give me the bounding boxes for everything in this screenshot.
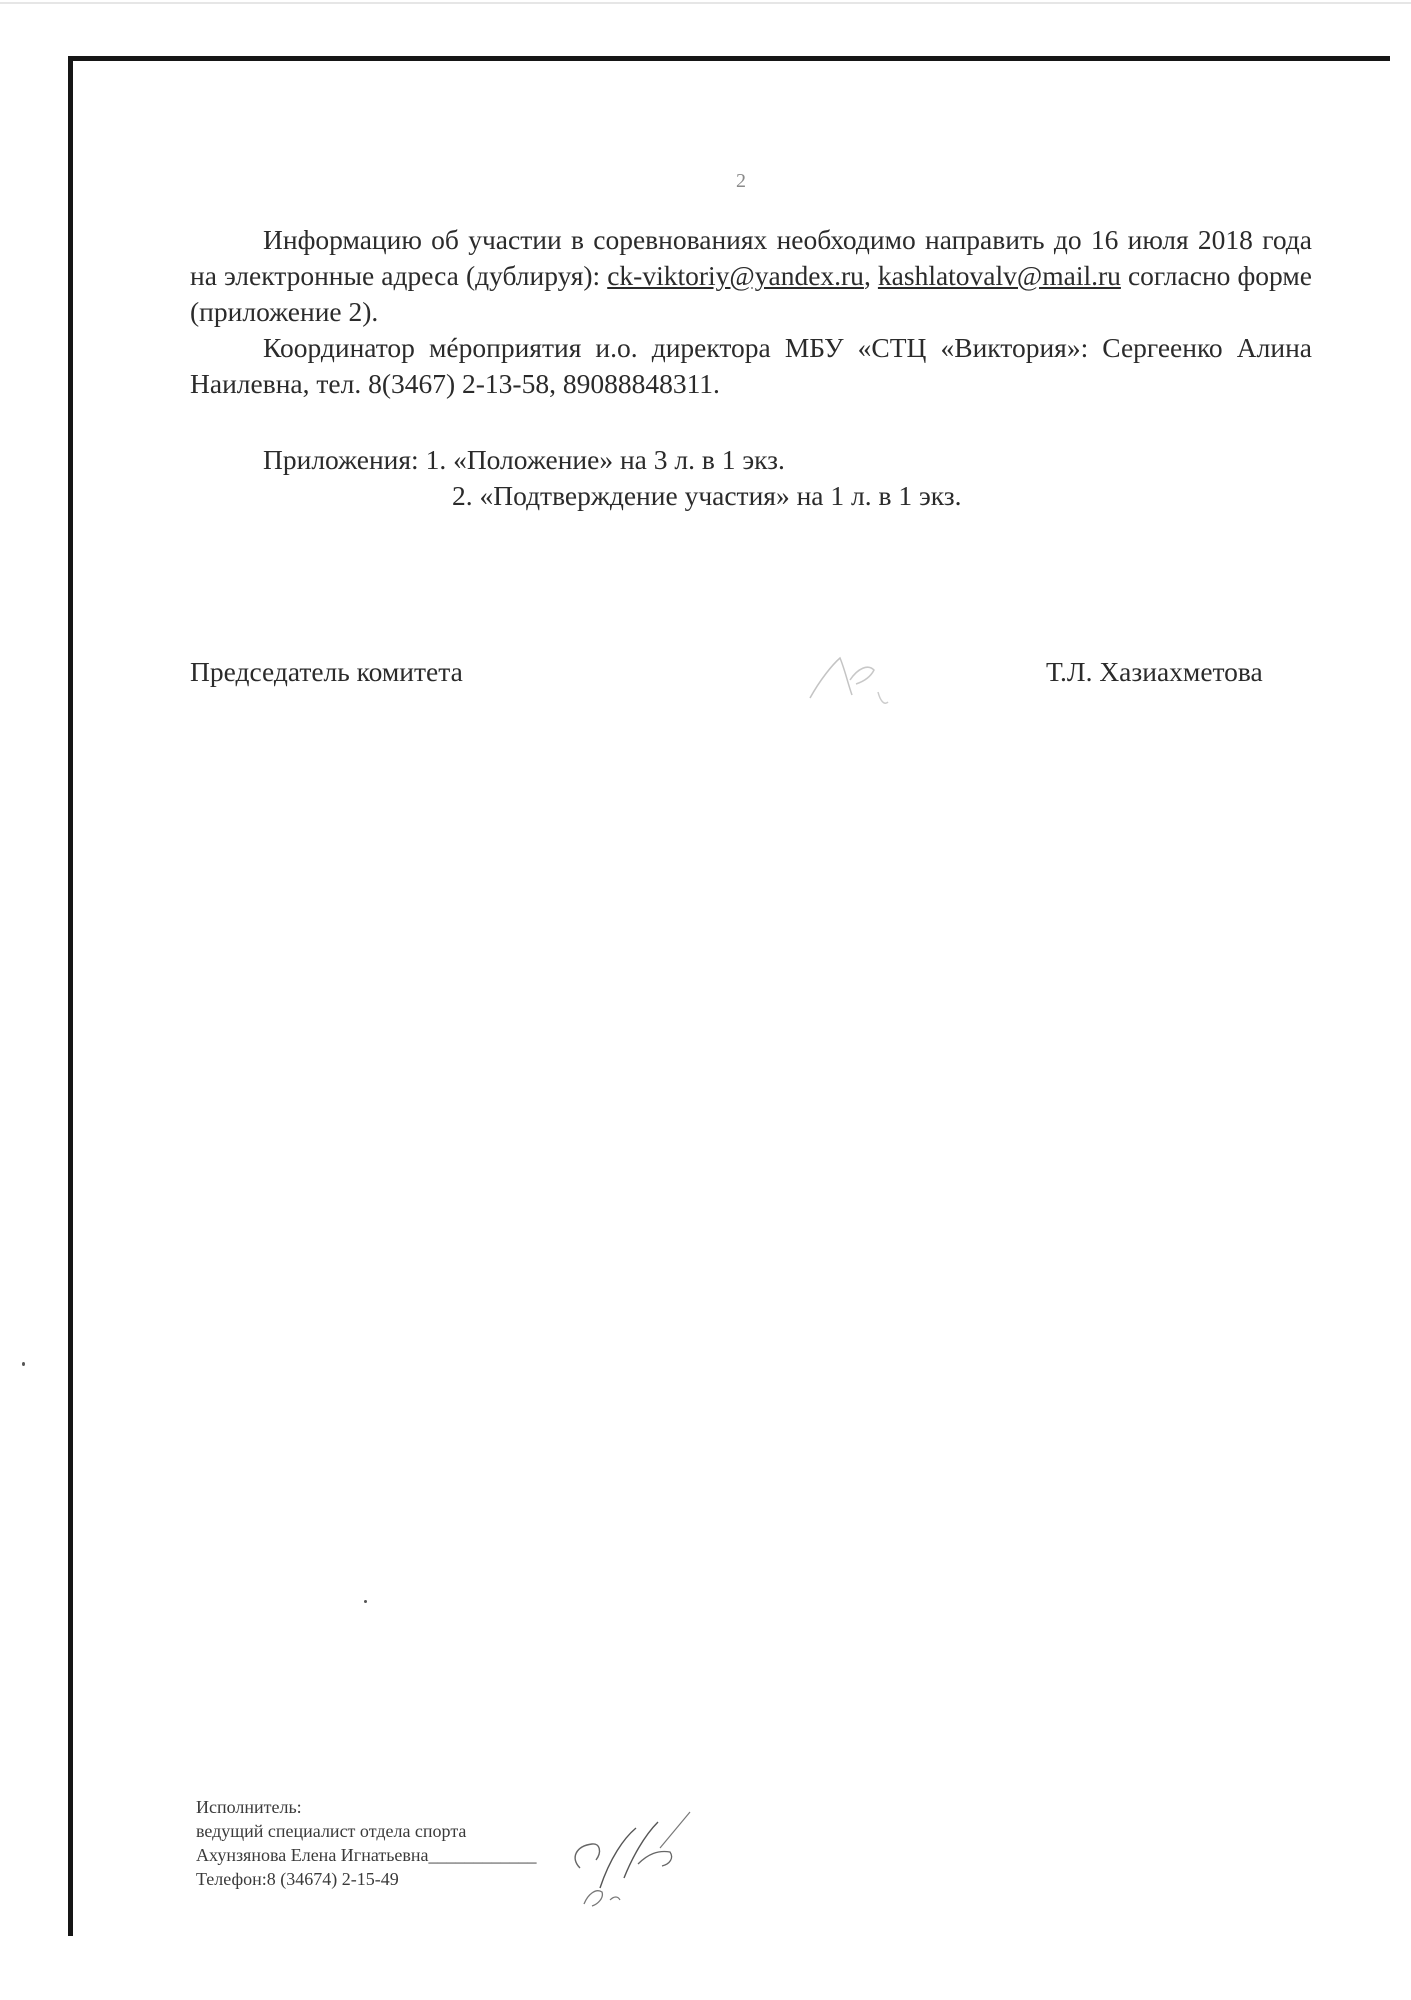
executor-label: Исполнитель: [196, 1797, 302, 1817]
executor-signature-icon [540, 1808, 720, 1918]
executor-name-line: ____________ [428, 1845, 537, 1865]
email-link-secondary[interactable]: kashlatovalv@mail.ru [877, 260, 1121, 291]
executor-phone: Телефон:8 (34674) 2-15-49 [196, 1869, 399, 1889]
paragraph-coordinator-text: Координатор мéроприятия и.о. директора МБУ «СТЦ «Виктория»: Сергеенко Алина Наилевна, тел. 8(3467) 2-13-58, 89088848311. [190, 332, 1312, 399]
scan-border-top [68, 56, 1390, 61]
paragraph-deadline-text: Информацию об участии в соревнованиях необходимо направить до 16 июля 2018 года на электронные адреса (дублируя): [190, 224, 1312, 291]
paragraph-deadline [190, 222, 1312, 330]
page-number: 2 [736, 170, 746, 192]
executor-position: ведущий специалист отдела спорта [196, 1821, 467, 1841]
scan-border-left [68, 56, 73, 1936]
executor-block [196, 1795, 537, 1891]
email-separator: , [863, 260, 878, 291]
scan-speck [364, 1600, 367, 1603]
scan-speck [22, 1362, 25, 1366]
chairman-signature-icon [790, 640, 910, 710]
paragraph-coordinator [190, 330, 1312, 402]
signatory-name: Т.Л. Хазиахметова [1046, 656, 1263, 687]
executor-name: Ахунзянова Елена Игнатьевна [196, 1845, 429, 1865]
attachment-line-1 [263, 442, 785, 478]
attachment-item-1: 1. «Положение» на 3 л. в 1 экз. [425, 444, 785, 475]
attachment-item-2: 2. «Подтверждение участия» на 1 л. в 1 экз. [452, 480, 962, 511]
email-link-primary[interactable]: ck-viktoriy@yandex.ru [607, 260, 864, 291]
scan-edge-faint [0, 2, 1411, 4]
signatory-title: Председатель комитета [190, 656, 463, 687]
attachments-label: Приложения: [263, 444, 419, 475]
paragraph-deadline-tail: согласно форме (приложение 2). [190, 260, 1313, 327]
